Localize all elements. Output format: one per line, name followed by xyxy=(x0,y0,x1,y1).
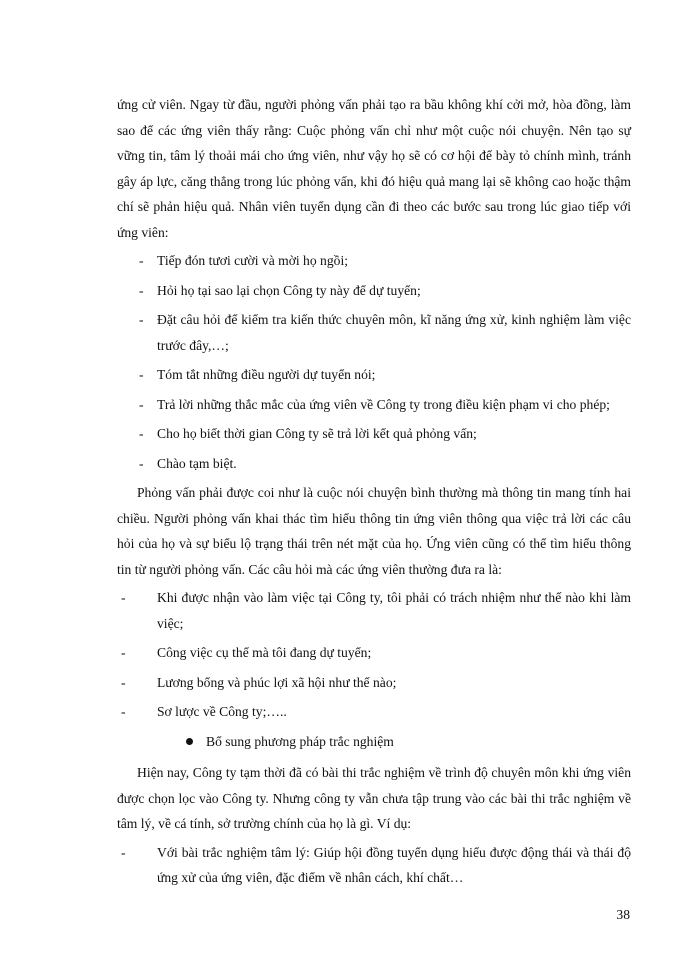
dash-marker: - xyxy=(139,396,144,412)
list-item xyxy=(117,278,631,304)
list-item xyxy=(117,362,631,388)
list-item-text: Khi được nhận vào làm việc tại Công ty, tôi phải có trách nhiệm như thế nào khi làm việc; xyxy=(157,590,631,631)
list-item xyxy=(117,248,631,274)
list-item xyxy=(117,670,631,696)
dash-marker: - xyxy=(139,253,144,268)
dash-marker: - xyxy=(121,674,126,690)
list-item xyxy=(117,585,631,636)
paragraph-test-methods: Hiện nay, Công ty tạm thời đã có bài thi trắc nghiệm về trình độ chuyên môn khi ứng viên được chọn lọc vào Công ty. Nhưng công ty vẫn chưa tập trung vào các bài thi trắc nghiệm về tâm lý, về cá tính, sở trường chính của họ là gì. Ví dụ: xyxy=(117,765,631,831)
list-item xyxy=(117,840,631,891)
list-item-text: Đặt câu hỏi để kiểm tra kiến thức chuyên môn, kĩ năng ứng xử, kinh nghiệm làm việc trước đây,…; xyxy=(157,312,631,353)
dash-marker: - xyxy=(121,645,126,660)
list-item xyxy=(117,307,631,358)
test-examples-list xyxy=(117,840,631,891)
dash-marker: - xyxy=(139,455,144,471)
paragraph-two-way-interview: Phỏng vấn phải được coi như là cuộc nói chuyện bình thường mà thông tin mang tính hai chiều. Người phỏng vấn khai thác tìm hiểu thông tin ứng viên thông qua việc trả lời các câu hỏi của họ và sự biểu lộ trạng thái trên nét mặt của họ. Ứng viên cũng có thể tìm hiểu thông tin từ người phỏng vấn. Các câu hỏi mà các ứng viên thường đưa ra là: xyxy=(117,485,631,577)
list-item-text: Chào tạm biệt. xyxy=(157,455,237,471)
list-item xyxy=(117,640,631,666)
candidate-questions-list xyxy=(117,585,631,725)
list-item-text: Sơ lược về Công ty;….. xyxy=(157,704,287,719)
page-number: 38 xyxy=(616,907,630,922)
dash-marker: - xyxy=(121,590,126,605)
dash-marker: - xyxy=(139,312,144,327)
list-item-text: Lương bổng và phúc lợi xã hội như thế nào; xyxy=(157,674,397,690)
list-item-text: Hỏi họ tại sao lại chọn Công ty này để dự tuyển; xyxy=(157,282,421,298)
dash-marker: - xyxy=(121,844,126,860)
list-item xyxy=(117,699,631,725)
interview-steps-list xyxy=(117,248,631,476)
list-item-text: Trả lời những thắc mắc của ứng viên về Công ty trong điều kiện phạm vi cho phép; xyxy=(157,396,610,412)
document-page xyxy=(117,92,631,895)
list-item xyxy=(117,421,631,447)
list-item xyxy=(117,451,631,477)
bullet-heading-text: Bổ sung phương pháp trắc nghiệm xyxy=(206,733,394,749)
list-item-text: Công việc cụ thể mà tôi đang dự tuyển; xyxy=(157,645,372,660)
dash-marker: - xyxy=(121,704,126,719)
dash-marker: - xyxy=(139,426,144,441)
dash-marker: - xyxy=(139,367,144,382)
bullet-icon xyxy=(186,738,193,745)
list-item-text: Tóm tắt những điều người dự tuyển nói; xyxy=(157,367,376,382)
section-bullet-heading xyxy=(117,729,631,755)
list-item-text: Tiếp đón tươi cười và mời họ ngồi; xyxy=(157,253,348,268)
paragraph-interview-atmosphere: ứng cử viên. Ngay từ đầu, người phỏng vấn phải tạo ra bầu không khí cởi mở, hòa đồng, làm sao để các ứng viên thấy rằng: Cuộc phỏng vấn chỉ như một cuộc nói chuyện. Nên tạo sự vững tin, tâm lý thoải mái cho ứng viên, như vậy họ sẽ có cơ hội để bày tỏ chính mình, tránh gây áp lực, căng thẳng trong lúc phỏng vấn, khi đó hiệu quả mang lại sẽ không cao hoặc thậm chí sẽ phản hiệu quả. Nhân viên tuyển dụng cần đi theo các bước sau trong lúc giao tiếp với ứng viên: xyxy=(117,97,631,240)
list-item-text: Cho họ biết thời gian Công ty sẽ trả lời kết quả phỏng vấn; xyxy=(157,426,477,441)
dash-marker: - xyxy=(139,282,144,298)
list-item xyxy=(117,392,631,418)
list-item-text: Với bài trắc nghiệm tâm lý: Giúp hội đồng tuyển dụng hiểu được động thái và thái độ ứng xử của ứng viên, đặc điểm về nhân cách, khí chất… xyxy=(157,844,631,885)
